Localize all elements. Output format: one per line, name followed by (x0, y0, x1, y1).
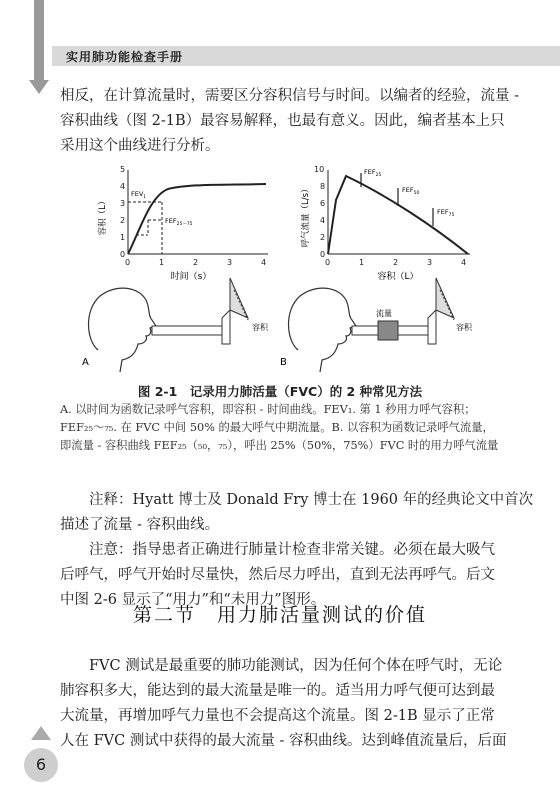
panel-b-ytick: 8 (320, 182, 326, 191)
figure-2-1 (58, 160, 508, 390)
panel-a-ytick: 3 (120, 199, 126, 208)
body-line: FVC 测试是最重要的肺功能测试，因为任何个体在呼气时，无论 (89, 658, 503, 674)
panel-b-fef50-label: $FEF_{50}$ (402, 186, 420, 196)
panel-b-ytick: 10 (314, 165, 325, 174)
panel-b-xtick: 3 (427, 258, 433, 267)
panel-b-xtick: 0 (325, 258, 331, 267)
intro-paragraph (60, 84, 520, 159)
intro-line: 容积曲线（图 2-1B）最容易解释，也最有意义。因此，编者基本上只 (60, 113, 505, 129)
panel-a-ytick: 5 (120, 165, 126, 174)
panel-a-xlabel: 时间（s） (170, 272, 212, 282)
panel-a-ytick: 0 (120, 250, 126, 259)
panel-a-xtick: 0 (125, 258, 131, 267)
panel-b-illustration (280, 278, 473, 372)
intro-line: 采用这个曲线进行分析。 (60, 138, 220, 154)
panel-b-ylabel: 呼气流量（L/s） (301, 184, 311, 248)
legend-line: FEF₂₅～₇₅. 在 FVC 中间 50% 的最大呼气中期流量。B. 以容积为函数记录呼气流量， (60, 421, 494, 434)
body-line: 人在 FVC 测试中获得的最大流量 - 容积曲线。达到峰值流量后，后面 (60, 733, 507, 749)
spirometer-base-a (222, 310, 230, 344)
panel-a-xtick: 1 (159, 258, 165, 267)
panel-b-flow-label: 流量 (376, 309, 392, 318)
body-line: 肺容积多大，能达到的最大流量是唯一的。适当用力呼气便可达到最 (60, 683, 495, 699)
panel-b-device-label: 容积 (456, 323, 472, 332)
panel-a-letter: A (82, 357, 89, 368)
head-outline-a (89, 288, 157, 372)
legend-line: A. 以时间为函数记录呼气容积，即容积 - 时间曲线。FEV₁. 第 1 秒用力呼气容积； (60, 403, 476, 416)
panel-b-ytick: 2 (320, 233, 326, 242)
intro-line: 相反，在计算流量时，需要区分容积信号与时间。以编者的经验，流量 - (60, 88, 520, 104)
panel-a-volume-curve (128, 184, 266, 254)
panel-a-chart (97, 165, 268, 282)
up-arrow-icon (31, 726, 51, 740)
running-header-title: 实用肺功能检查手册 (66, 50, 184, 64)
body-line: 大流量，再增加呼气力量也不会提高这个流量。图 2-1B 显示了正常 (60, 708, 495, 724)
spirometer-base-b (428, 310, 436, 344)
spirometer-bellows-a (230, 278, 248, 318)
top-arrow-shaft (34, 0, 44, 80)
panel-b-letter: B (280, 357, 287, 368)
panel-b-xlabel: 容积（L） (377, 272, 419, 282)
panel-b-fef25-label: $FEF_{25}$ (364, 168, 382, 178)
panel-a-device-label: 容积 (252, 323, 268, 332)
panel-b-ytick: 4 (320, 216, 326, 225)
panel-a-ylabel: 容积（L） (98, 196, 108, 236)
panel-a-xtick: 3 (227, 258, 233, 267)
panel-a-ytick: 4 (120, 182, 126, 191)
caution-line: 中图 2-6 显示了“用力”和“未用力”图形。 (60, 592, 326, 608)
panel-a-fef-label: $FEF_{25\sim 75}$ (165, 217, 193, 227)
note-line: 注释：Hyatt 博士及 Donald Fry 博士在 1960 年的经典论文中首次 (89, 492, 534, 508)
panel-a-ytick: 2 (120, 216, 126, 225)
section-heading: 第二节 用力肺活量测试的价值 (132, 604, 427, 626)
panel-a-fev1-label: $FEV_1$ (131, 190, 147, 200)
panel-b-xtick: 1 (359, 258, 365, 267)
page-number: 6 (24, 748, 58, 782)
caution-line: 注意：指导患者正确进行肺量计检查非常关键。必须在最大吸气 (89, 542, 495, 558)
panel-a-ytick: 1 (120, 233, 126, 242)
panel-b-fef75-label: $FEF_{75}$ (437, 208, 455, 218)
panel-a-xtick: 2 (193, 258, 199, 267)
spirometer-bellows-b (436, 278, 454, 318)
caution-line: 后呼气，呼气开始时尽量快，然后尽力呼出，直到无法再呼气。后文 (60, 567, 495, 583)
figure-legend (60, 401, 504, 455)
panel-b-xtick: 2 (393, 258, 399, 267)
legend-line: 即流量 - 容积曲线 FEF₂₅（₅₀，₇₅），呼出 25%（50%，75%）FVC 时的用力呼气流量 (60, 439, 499, 452)
panel-b-xtick: 4 (461, 258, 467, 267)
figure-svg (58, 160, 508, 380)
down-arrow-icon (29, 80, 49, 94)
tube-a (152, 326, 222, 335)
body-paragraph (60, 654, 507, 754)
panel-b-chart (300, 165, 470, 282)
flow-sensor (378, 321, 398, 340)
note-line: 描述了流量 - 容积曲线。 (60, 517, 220, 533)
panel-b-ytick: 0 (320, 250, 326, 259)
note-paragraph (60, 488, 534, 538)
figure-caption: 图 2-1 记录用力肺活量（FVC）的 2 种常见方法 (137, 384, 423, 399)
panel-a-illustration (82, 278, 269, 372)
head-outline-b (289, 288, 357, 372)
panel-a-xtick: 4 (261, 258, 267, 267)
panel-b-ytick: 6 (320, 199, 326, 208)
